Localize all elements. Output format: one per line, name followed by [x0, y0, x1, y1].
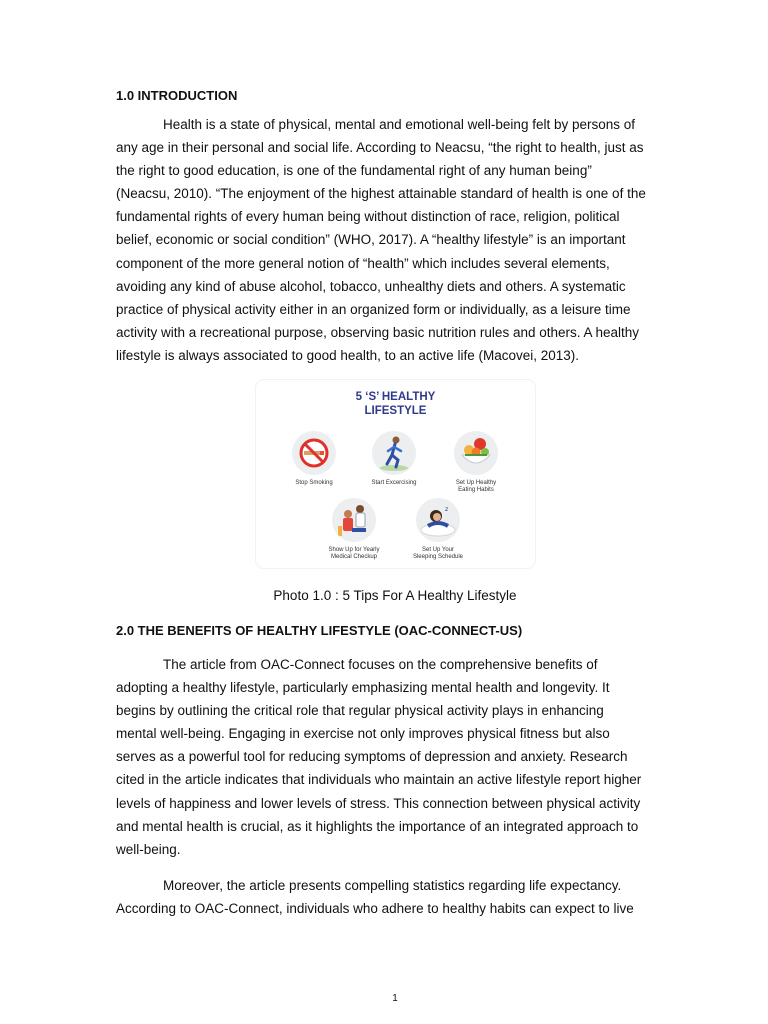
tip-label: Stop Smoking: [295, 480, 333, 486]
tip-label: Set Up Your: [421, 547, 455, 553]
section-1-heading: 1.0 INTRODUCTION: [116, 88, 238, 103]
text-line: any age in their personal and social life. According to Neacsu, “the right to health, just as: [116, 140, 644, 156]
text-line: (Neacsu, 2010). “The enjoyment of the highest attainable standard of health is one of the: [116, 186, 646, 202]
benefits-paragraph-2: [116, 874, 676, 920]
text-line: belief, economic or social condition” (WHO, 2017). A “healthy lifestyle” is an important: [116, 232, 626, 248]
text-line: mental well-being. Engaging in exercise not only improves physical fitness but also: [116, 726, 610, 742]
sleeping-person-icon: [416, 498, 460, 542]
text-line: and mental health is crucial, as it highlights the importance of an integrated approach to: [116, 818, 639, 834]
no-smoking-icon: [292, 431, 336, 475]
tip-label: Show Up for Yearly: [328, 547, 380, 553]
page-number: 1: [392, 993, 398, 1004]
introduction-paragraph: [116, 113, 676, 367]
tip-sleeping-schedule: [393, 498, 483, 561]
tip-start-exercising: [349, 431, 439, 487]
healthy-lifestyle-infographic: [256, 380, 535, 568]
section-2-heading: 2.0 THE BENEFITS OF HEALTHY LIFESTYLE (OAC-CONNECT-US): [116, 623, 523, 638]
text-line: begins by outlining the critical role that regular physical activity plays in enhancing: [116, 703, 604, 719]
tip-label: Sleeping Schedule: [412, 554, 464, 560]
text-line: fundamental rights of every human being without distinction of race, religion, political: [116, 209, 620, 225]
infographic-title: [256, 390, 535, 418]
text-line: serves as a powerful tool for reducing symptoms of depression and anxiety. Research: [116, 749, 628, 765]
tip-label: Eating Habits: [458, 487, 494, 493]
tip-healthy-eating: [431, 431, 521, 494]
text-line: component of the more general notion of “health” which includes several elements,: [116, 255, 610, 271]
text-line: lifestyle is always associated to good health, to an active life (Macovei, 2013).: [116, 347, 579, 363]
text-line: the right to good education, is one of the fundamental right of any human being”: [116, 163, 592, 179]
tip-medical-checkup: [309, 498, 399, 561]
text-line: Health is a state of physical, mental and emotional well-being felt by persons of: [163, 117, 636, 132]
text-line: levels of happiness and lower levels of stress. This connection between physical activity: [116, 795, 641, 811]
text-line: According to OAC-Connect, individuals who adhere to healthy habits can expect to live: [116, 901, 634, 917]
text-line: cited in the article indicates that individuals who maintain an active lifestyle report higher: [116, 772, 642, 788]
fruit-bowl-icon: [454, 431, 498, 475]
text-line: well-being.: [116, 841, 181, 857]
figure-caption: Photo 1.0 : 5 Tips For A Healthy Lifestyle: [273, 588, 517, 603]
text-line: practice of physical activity either in an organized form or individually, as a leisure time: [116, 301, 631, 317]
infographic-title-line: LIFESTYLE: [364, 405, 427, 417]
running-person-icon: [372, 431, 416, 475]
medical-checkup-icon: [332, 498, 376, 542]
tip-label: Medical Checkup: [330, 554, 378, 560]
tip-label: Set Up Healthy: [455, 480, 497, 486]
svg-text:z: z: [445, 506, 449, 513]
text-line: The article from OAC-Connect focuses on the comprehensive benefits of: [163, 657, 598, 672]
infographic-title-line: 5 ‘S’ HEALTHY: [355, 391, 436, 403]
tip-label: Start Excercising: [371, 480, 417, 486]
benefits-paragraph-1: [116, 653, 676, 861]
text-line: adopting a healthy lifestyle, particularly emphasizing mental health and longevity. It: [116, 680, 610, 696]
text-line: activity with a recreational purpose, observing basic nutrition rules and others. A healthy: [116, 324, 640, 340]
text-line: Moreover, the article presents compelling statistics regarding life expectancy.: [163, 878, 622, 893]
text-line: avoiding any kind of abuse alcohol, tobacco, unhealthy diets and others. A systematic: [116, 278, 626, 294]
tip-stop-smoking: [269, 431, 359, 487]
